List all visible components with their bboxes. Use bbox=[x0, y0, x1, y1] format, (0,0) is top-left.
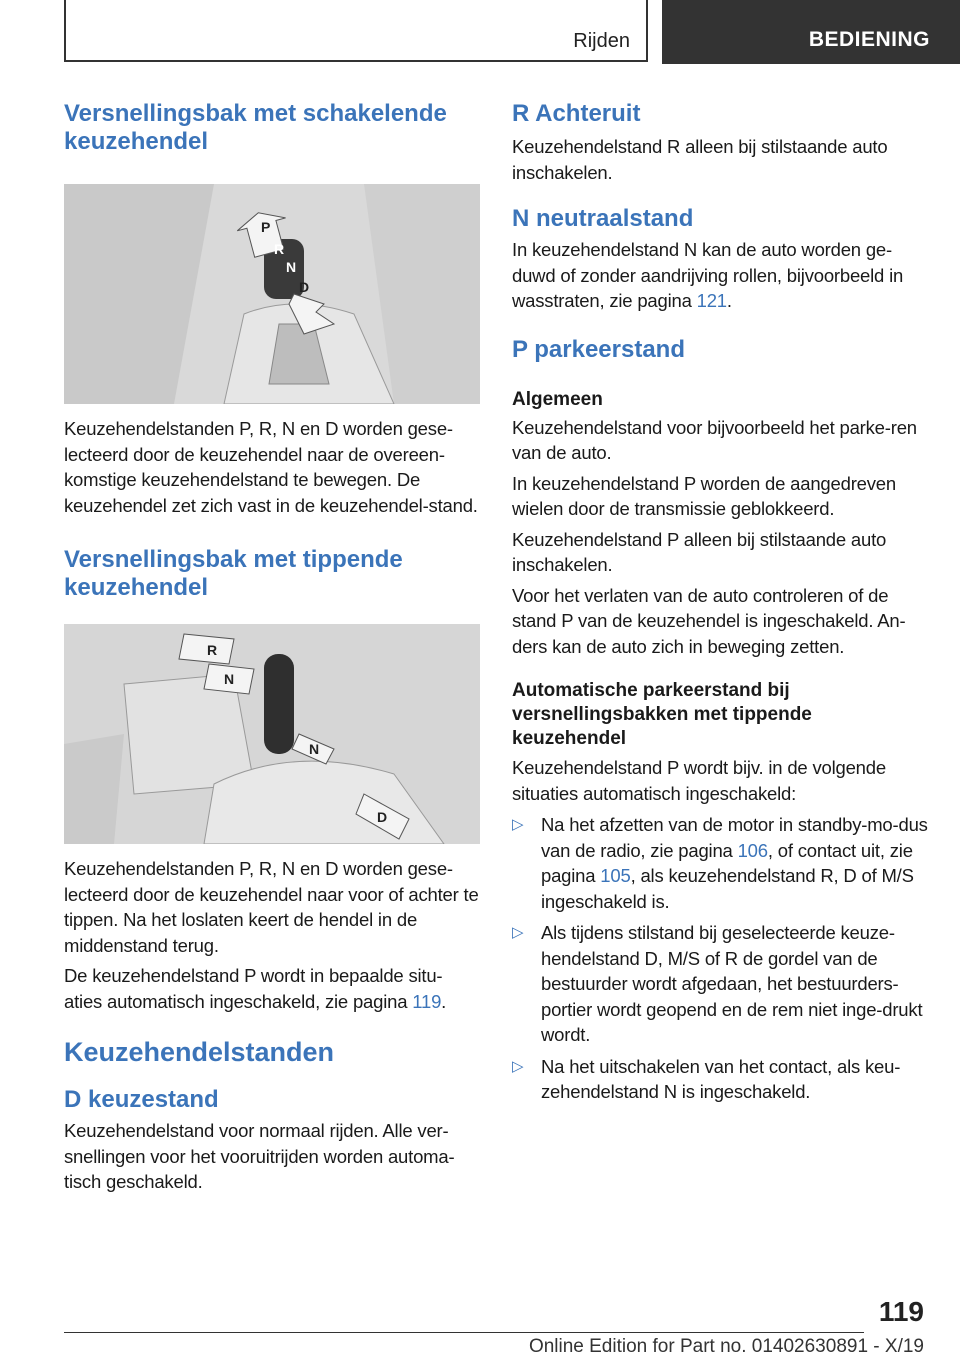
list-item bbox=[512, 920, 930, 1048]
header-section-title: Rijden bbox=[573, 30, 630, 52]
footer-divider bbox=[64, 1332, 864, 1333]
triangle-bullet-icon: ▷ bbox=[512, 1057, 524, 1075]
triangle-bullet-icon: ▷ bbox=[512, 924, 524, 941]
para-general-2: In keuzehendelstand P worden de aangedreven wielen door de transmissie geblokkeerd. bbox=[512, 472, 896, 519]
page-link-119[interactable]: 119 bbox=[412, 990, 442, 1012]
bullet-1-text-end: , als keuzehendelstand R, D of M/S ingeschakeld is. bbox=[541, 865, 914, 912]
para-auto-park: Keuzehendelstand P wordt bijv. in de volgende situaties automatisch ingeschakeld: bbox=[512, 757, 886, 804]
bullet-1-text-mid: , of contact uit, zie pagina bbox=[541, 839, 913, 886]
header-chapter-tab: BEDIENING bbox=[662, 0, 960, 64]
para-d-position: Keuzehendelstand voor normaal rijden. Alle ver-snellingen voor het vooruitrijden worden automa-tisch geschakeld. bbox=[64, 1120, 455, 1192]
para-shift-lever: Keuzehendelstanden P, R, N en D worden gese-lecteerd door de keuzehendel naar de overeen-komstige keuzehendelstand te bewegen. De keuzehendel zet zich vast in de keuzehendel-stand. bbox=[64, 418, 478, 516]
page-link-105[interactable]: 105 bbox=[600, 865, 631, 886]
auto-park-list bbox=[512, 812, 930, 1105]
footer-edition: Online Edition for Part no. 01402630891 - X/19 bbox=[528, 1336, 924, 1357]
fig1-label-p: P bbox=[261, 219, 271, 235]
figure-shift-lever bbox=[64, 184, 480, 404]
bullet-1-text: Na het afzetten van de motor in standby-mo-dus van de radio, zie pagina bbox=[541, 814, 928, 861]
figure-tip-lever bbox=[64, 624, 480, 844]
list-item bbox=[512, 1054, 930, 1105]
page-number: 119 bbox=[878, 1296, 924, 1327]
fig2-label-r: R bbox=[207, 642, 218, 658]
heading-tip-lever: Versnellingsbak met tippende keuzehendel bbox=[64, 546, 403, 601]
heading-auto-park: Automatische parkeerstand bij versnellingsbakken met tippende keuzehendel bbox=[512, 680, 812, 749]
para-tip-lever: Keuzehendelstanden P, R, N en D worden gese-lecteerd door de keuzehendel naar voor of achter te tippen. Na het loslaten keert de hendel in de middenstand terug. bbox=[64, 858, 479, 956]
para-auto-p bbox=[64, 963, 480, 1014]
list-item bbox=[512, 812, 930, 914]
header-frame bbox=[64, 0, 648, 62]
para-general-1: Keuzehendelstand voor bijvoorbeeld het parke-ren van de auto. bbox=[512, 416, 917, 463]
triangle-bullet-icon: ▷ bbox=[512, 816, 524, 833]
para-general-3: Keuzehendelstand P alleen bij stilstaande auto inschakelen. bbox=[512, 528, 887, 575]
heading-p-park: P parkeerstand bbox=[512, 335, 685, 363]
heading-n-neutral: N neutraalstand bbox=[512, 205, 694, 232]
heading-selector-positions: Keuzehendelstanden bbox=[64, 1037, 335, 1067]
para-r-reverse: Keuzehendelstand R alleen bij stilstaande auto inschakelen. bbox=[512, 136, 888, 183]
para-auto-p-text: De keuzehendelstand P wordt in bepaalde situ-aties automatisch ingeschakeld, zie pagina bbox=[64, 965, 443, 1012]
para-n-text: In keuzehendelstand N kan de auto worden ge-duwd of zonder aandrijving rollen, bijvoorbeeld in wasstraten, zie pagina bbox=[512, 239, 904, 311]
heading-general: Algemeen bbox=[512, 388, 603, 410]
heading-r-reverse: R Achteruit bbox=[512, 100, 641, 127]
heading-d-position: D keuzestand bbox=[64, 1086, 219, 1113]
fig1-label-r: R bbox=[274, 241, 285, 257]
fig1-label-d: D bbox=[299, 279, 310, 295]
fig2-label-d: D bbox=[377, 809, 388, 825]
para-n-end: . bbox=[726, 290, 732, 311]
fig1-label-n: N bbox=[286, 259, 297, 275]
fig2-label-n-lower: N bbox=[309, 741, 320, 757]
fig2-label-n-upper: N bbox=[224, 671, 235, 687]
para-n-neutral bbox=[512, 237, 930, 314]
heading-shift-lever: Versnellingsbak met schakelende keuzehendel bbox=[64, 100, 447, 155]
page-link-121[interactable]: 121 bbox=[696, 290, 727, 311]
para-general-4: Voor het verlaten van de auto controleren of de stand P van de keuzehendel is ingeschakeld. An-ders kan de auto zich in beweging zetten. bbox=[512, 584, 906, 657]
bullet-2-text: Als tijdens stilstand bij geselecteerde keuze-hendelstand D, M/S of R de gordel van de bestuurder wordt afgedaan, het bestuurders-portier wordt geopend en de rem niet inge-drukt wordt. bbox=[541, 922, 923, 1045]
page-link-106[interactable]: 106 bbox=[737, 839, 768, 861]
right-column bbox=[512, 100, 930, 1105]
bullet-3-text: Na het uitschakelen van het contact, als keu-zehendelstand N is ingeschakeld. bbox=[541, 1055, 901, 1102]
left-column bbox=[64, 100, 480, 1195]
para-auto-p-end: . bbox=[441, 990, 447, 1012]
